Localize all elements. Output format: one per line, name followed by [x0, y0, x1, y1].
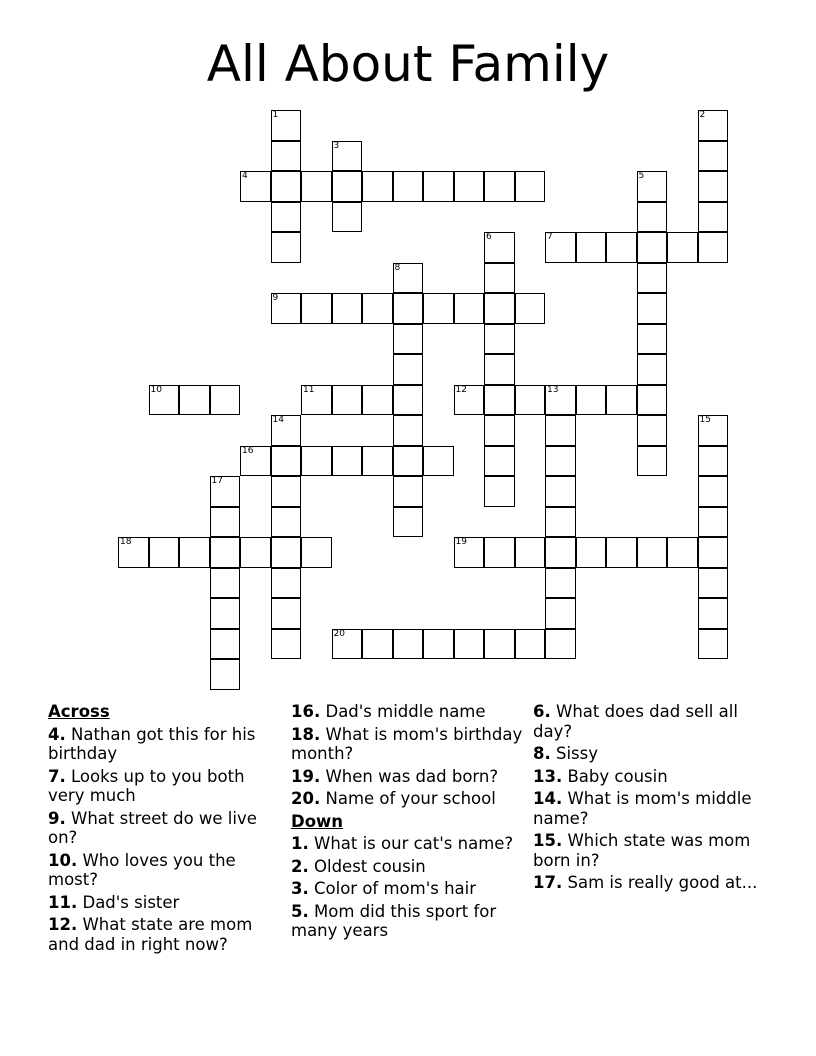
grid-cell[interactable]	[301, 537, 332, 568]
grid-cell[interactable]	[149, 385, 180, 416]
clue-number: 10	[150, 384, 162, 395]
grid-cell[interactable]	[545, 629, 576, 660]
grid-cell[interactable]	[545, 232, 576, 263]
clue-number: 14	[272, 415, 284, 425]
clue-number: 16	[242, 445, 254, 456]
grid-cell[interactable]	[362, 629, 393, 660]
grid-cell[interactable]	[606, 232, 637, 263]
grid-cell[interactable]	[454, 171, 485, 202]
grid-cell[interactable]	[301, 385, 332, 416]
clue-across-18: 18. What is mom's birthday month?	[291, 724, 523, 763]
grid-cell[interactable]	[698, 232, 729, 263]
grid-cell[interactable]	[576, 385, 607, 416]
grid-cell[interactable]	[362, 171, 393, 202]
grid-cell[interactable]	[271, 141, 302, 172]
grid-cell[interactable]	[393, 415, 424, 446]
grid-cell[interactable]	[210, 568, 241, 599]
clue-down-1: 1. What is our cat's name?	[291, 834, 514, 853]
clue-across-7: 7. Looks up to you both very much	[48, 766, 245, 805]
clue-number: 20	[333, 628, 345, 639]
grid-cell[interactable]	[393, 476, 424, 507]
grid-cell[interactable]	[576, 537, 607, 568]
clue-number: 19	[455, 537, 467, 547]
clue-number: 2	[699, 110, 706, 120]
grid-cell[interactable]	[454, 629, 485, 660]
grid-cell[interactable]	[149, 537, 180, 568]
grid-cell[interactable]	[454, 293, 485, 324]
grid-cell[interactable]	[271, 415, 302, 446]
grid-cell[interactable]	[423, 293, 454, 324]
grid-cell[interactable]	[637, 202, 668, 233]
grid-cell[interactable]	[637, 293, 668, 324]
clue-number: 12	[455, 384, 467, 395]
grid-cell[interactable]	[210, 598, 241, 629]
clue-number: 15	[699, 415, 711, 425]
grid-cell[interactable]	[698, 171, 729, 202]
grid-cell[interactable]	[271, 202, 302, 233]
grid-cell[interactable]	[393, 324, 424, 355]
grid-cell[interactable]	[698, 446, 729, 477]
grid-cell[interactable]	[393, 293, 424, 324]
grid-cell[interactable]	[545, 598, 576, 629]
grid-cell[interactable]	[484, 415, 515, 446]
grid-cell[interactable]	[240, 171, 271, 202]
grid-cell[interactable]	[698, 476, 729, 507]
grid-cell[interactable]	[332, 293, 363, 324]
clues-column-3	[533, 702, 765, 896]
grid-cell[interactable]	[271, 476, 302, 507]
grid-cell[interactable]	[576, 232, 607, 263]
grid-cell[interactable]	[240, 446, 271, 477]
clue-number: 11	[303, 384, 315, 395]
grid-cell[interactable]	[362, 385, 393, 416]
grid-cell[interactable]	[484, 171, 515, 202]
clue-across-12: 12. What state are mom and dad in right now?	[48, 915, 253, 954]
grid-cell[interactable]	[698, 598, 729, 629]
clue-down-17: 17. Sam is really good at...	[533, 873, 758, 892]
grid-cell[interactable]	[210, 537, 241, 568]
grid-cell[interactable]	[423, 629, 454, 660]
clue-number: 1	[272, 110, 279, 120]
grid-cell[interactable]	[210, 629, 241, 660]
clue-number: 6	[486, 232, 492, 242]
grid-cell[interactable]	[698, 537, 729, 568]
grid-cell[interactable]	[484, 446, 515, 477]
grid-cell[interactable]	[423, 171, 454, 202]
grid-cell[interactable]	[271, 446, 302, 477]
grid-cell[interactable]	[484, 293, 515, 324]
clue-across-16: 16. Dad's middle name	[291, 702, 486, 721]
grid-cell[interactable]	[332, 171, 363, 202]
grid-cell[interactable]	[301, 171, 332, 202]
grid-cell[interactable]	[637, 232, 668, 263]
grid-cell[interactable]	[484, 385, 515, 416]
clue-number: 17	[211, 476, 223, 486]
grid-cell[interactable]	[515, 537, 546, 568]
clues-column-2	[291, 702, 523, 944]
grid-cell[interactable]	[545, 446, 576, 477]
clue-across-4: 4. Nathan got this for his birthday	[48, 724, 256, 763]
clue-down-3: 3. Color of mom's hair	[291, 879, 477, 898]
grid-cell[interactable]	[606, 537, 637, 568]
grid-cell[interactable]	[637, 415, 668, 446]
grid-cell[interactable]	[698, 507, 729, 538]
grid-cell[interactable]	[484, 324, 515, 355]
grid-cell[interactable]	[332, 446, 363, 477]
grid-cell[interactable]	[698, 202, 729, 233]
grid-cell[interactable]	[637, 324, 668, 355]
grid-cell[interactable]	[393, 446, 424, 477]
grid-cell[interactable]	[332, 202, 363, 233]
grid-cell[interactable]	[637, 446, 668, 477]
grid-cell[interactable]	[271, 629, 302, 660]
grid-cell[interactable]	[515, 171, 546, 202]
grid-cell[interactable]	[698, 629, 729, 660]
grid-cell[interactable]	[637, 537, 668, 568]
grid-cell[interactable]	[667, 537, 698, 568]
grid-cell[interactable]	[545, 385, 576, 416]
puzzle-title: All About Family	[206, 35, 610, 93]
grid-cell[interactable]	[179, 385, 210, 416]
clue-number: 7	[547, 232, 553, 242]
grid-cell[interactable]	[271, 232, 302, 263]
grid-cell[interactable]	[271, 568, 302, 599]
grid-cell[interactable]	[545, 476, 576, 507]
grid-cell[interactable]	[515, 385, 546, 416]
clue-number: 18	[120, 537, 132, 547]
clue-down-15: 15. Which state was mom born in?	[533, 831, 751, 870]
grid-cell[interactable]	[271, 171, 302, 202]
clue-number: 5	[638, 171, 645, 181]
grid-cell[interactable]	[637, 171, 668, 202]
grid-cell[interactable]	[698, 415, 729, 446]
clue-across-10: 10. Who loves you the most?	[48, 850, 236, 889]
grid-cell[interactable]	[301, 293, 332, 324]
grid-cell[interactable]	[423, 446, 454, 477]
grid-cell[interactable]	[301, 446, 332, 477]
grid-cell[interactable]	[210, 659, 241, 690]
grid-cell[interactable]	[332, 385, 363, 416]
clue-across-11: 11. Dad's sister	[48, 892, 180, 912]
grid-cell[interactable]	[545, 568, 576, 599]
grid-cell[interactable]	[454, 385, 485, 416]
clue-number: 13	[547, 384, 559, 395]
grid-cell[interactable]	[698, 110, 729, 141]
clue-down-2: 2. Oldest cousin	[291, 856, 426, 876]
clues-column-1	[48, 702, 280, 957]
grid-cell[interactable]	[271, 110, 302, 141]
grid-cell[interactable]	[484, 354, 515, 385]
clue-down-14: 14. What is mom's middle name?	[533, 789, 752, 828]
grid-cell[interactable]	[240, 537, 271, 568]
grid-cell[interactable]	[545, 507, 576, 538]
grid-cell[interactable]	[179, 537, 210, 568]
grid-cell[interactable]	[210, 385, 241, 416]
grid-cell[interactable]	[545, 537, 576, 568]
grid-cell[interactable]	[118, 537, 149, 568]
grid-cell[interactable]	[393, 263, 424, 294]
grid-cell[interactable]	[332, 629, 363, 660]
grid-cell[interactable]	[332, 141, 363, 172]
clue-across-9: 9. What street do we live on?	[48, 808, 257, 847]
grid-cell[interactable]	[210, 507, 241, 538]
clue-down-6: 6. What does dad sell all day?	[533, 702, 738, 741]
clue-number: 9	[272, 293, 279, 303]
clue-down-8: 8. Sissy	[533, 744, 599, 763]
clue-across-20: 20. Name of your school	[291, 789, 496, 808]
clue-number: 3	[333, 140, 340, 151]
grid-cell[interactable]	[393, 171, 424, 202]
grid-cell[interactable]	[393, 629, 424, 660]
clue-across-19: 19. When was dad born?	[291, 766, 499, 786]
clue-number: 4	[242, 171, 248, 181]
grid-cell[interactable]	[606, 385, 637, 416]
grid-cell[interactable]	[454, 537, 485, 568]
grid-cell[interactable]	[484, 232, 515, 263]
grid-cell[interactable]	[637, 263, 668, 294]
grid-cell[interactable]	[271, 293, 302, 324]
grid-cell[interactable]	[210, 476, 241, 507]
grid-cell[interactable]	[545, 415, 576, 446]
grid-cell[interactable]	[271, 507, 302, 538]
grid-cell[interactable]	[484, 629, 515, 660]
across-heading: Across	[48, 702, 110, 721]
grid-cell[interactable]	[515, 293, 546, 324]
grid-cell[interactable]	[637, 385, 668, 416]
grid-cell[interactable]	[515, 629, 546, 660]
grid-cell[interactable]	[667, 232, 698, 263]
grid-cell[interactable]	[393, 354, 424, 385]
grid-cell[interactable]	[484, 537, 515, 568]
grid-cell[interactable]	[484, 263, 515, 294]
clue-down-13: 13. Baby cousin	[533, 766, 668, 786]
down-heading: Down	[291, 811, 344, 831]
grid-cell[interactable]	[637, 354, 668, 385]
grid-cell[interactable]	[698, 141, 729, 172]
clue-number: 8	[394, 262, 401, 273]
grid-cell[interactable]	[393, 385, 424, 416]
grid-cell[interactable]	[698, 568, 729, 599]
clue-down-5: 5. Mom did this sport for many years	[291, 901, 497, 940]
grid-cell[interactable]	[484, 476, 515, 507]
grid-cell[interactable]	[362, 293, 393, 324]
grid-cell[interactable]	[271, 537, 302, 568]
grid-cell[interactable]	[393, 507, 424, 538]
grid-cell[interactable]	[362, 446, 393, 477]
grid-cell[interactable]	[271, 598, 302, 629]
